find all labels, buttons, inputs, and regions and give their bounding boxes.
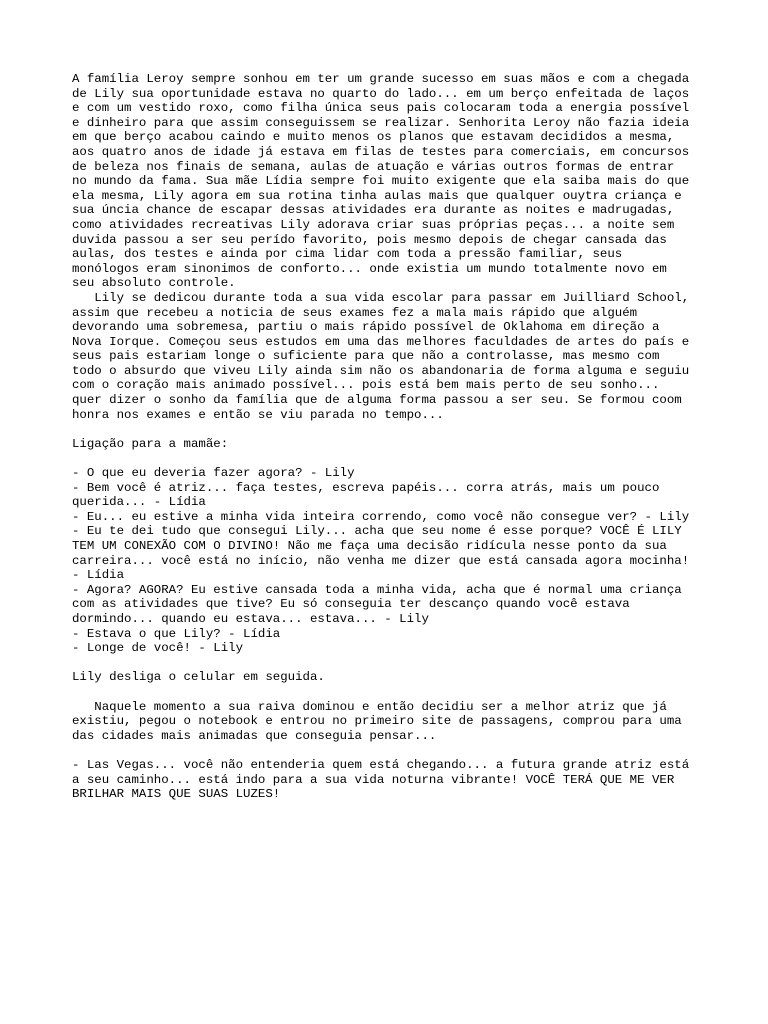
text-line: A família Leroy sempre sonhou em ter um grande sucesso em suas mãos e com a chegada xyxy=(72,72,690,86)
dialogue-line: querida... - Lídia xyxy=(72,495,206,510)
text-line: aulas, dos testes e ainda por cima lidar com toda a pressão familiar, seus xyxy=(72,247,623,262)
text-line: ela mesma, Lily agora em sua rotina tinha aulas mais que qualquer ouytra criança e xyxy=(72,188,682,203)
text-line: de beleza nos finais de semana, aulas de atuação e várias outros formas de entrar xyxy=(72,159,675,174)
dialogue-line: dormindo... quando eu estava... estava... - Lily xyxy=(72,611,429,626)
dialogue-line: - Agora? AGORA? Eu estive cansada toda a minha vida, acha que é normal uma criança xyxy=(72,582,682,597)
dialogue-line: carreira... você está no início, não venha me dizer que está cansada agora mocinha! xyxy=(72,553,690,568)
dialogue-line: - O que eu deveria fazer agora? - Lily xyxy=(72,466,355,481)
text-line: devorando uma sobremesa, partiu o mais rápido possível de Oklahoma em direção a xyxy=(72,320,660,335)
blank-line xyxy=(72,422,712,437)
text-line: existiu, pegou o notebook e entrou no primeiro site de passagens, comprou para uma xyxy=(72,714,682,729)
dialogue-line: BRILHAR MAIS QUE SUAS LUZES! xyxy=(72,787,281,802)
text-line: assim que recebeu a noticia de seus exames fez a mala mais rápido que alguém xyxy=(72,305,638,320)
text-line: Nova Iorque. Começou seus estudos em uma das melhores faculdades de artes do país e xyxy=(72,334,690,349)
text-line: e com um vestido roxo, como filha única seus pais colocaram toda a energia possível xyxy=(72,101,690,116)
dialogue-line: a seu caminho... está indo para a sua vida noturna vibrante! VOCÊ TERÁ QUE ME VER xyxy=(72,772,675,787)
text-line: duvida passou a ser seu perído favorito, pois mesmo depois de chegar cansada das xyxy=(72,232,667,247)
dialogue-line: - Longe de você! - Lily xyxy=(72,641,244,656)
blank-line xyxy=(72,685,712,700)
dialogue-line: - Eu... eu estive a minha vida inteira correndo, como você não consegue ver? - Lily xyxy=(72,509,690,524)
dialogue-line: - Lídia xyxy=(72,568,125,583)
text-line: seu absoluto controle. xyxy=(72,276,236,291)
text-line: de Lily sua oportunidade estava no quarto do lado... em um berço enfeitada de laços xyxy=(72,86,690,101)
section-heading: Ligação para a mamãe: xyxy=(72,436,229,451)
text-line: Lily se dedicou durante toda a sua vida escolar para passar em Juilliard School, xyxy=(72,290,690,305)
text-line: aos quatro anos de idade já estava em filas de testes para comerciais, em concursos xyxy=(72,144,690,159)
dialogue-line: TEM UM CONEXÃO COM O DIVINO! Não me faça uma decisão ridícula nesse ponto da sua xyxy=(72,539,667,553)
dialogue-line: - Las Vegas... você não entenderia quem está chegando... a futura grande atriz está xyxy=(72,757,690,772)
blank-line xyxy=(72,451,712,466)
text-line: como atividades recreativas Lily adorava criar suas próprias peças... a noite sem xyxy=(72,217,675,232)
dialogue-line: - Bem você é atriz... faça testes, escreva papéis... corra atrás, mais um pouco xyxy=(72,480,660,495)
text-line: das cidades mais animadas que conseguia pensar... xyxy=(72,728,437,743)
text-line: honra nos exames e então se viu parada no tempo... xyxy=(72,407,444,422)
text-line: Naquele momento a sua raiva dominou e então decidiu ser a melhor atriz que já xyxy=(72,699,667,714)
text-line: sua úncia chance de escapar dessas atividades era durante as noites e madrugadas, xyxy=(72,203,675,218)
blank-line xyxy=(72,743,712,758)
text-line: no mundo da fama. Sua mãe Lídia sempre foi muito exigente que ela saiba mais do que xyxy=(72,174,690,189)
dialogue-line: - Estava o que Lily? - Lídia xyxy=(72,626,281,641)
text-line: quer dizer o sonho da família que de alguma forma passou a ser seu. Se formou coom xyxy=(72,393,682,408)
text-line: e dinheiro para que assim conseguissem se realizar. Senhorita Leroy não fazia ideia xyxy=(72,115,690,130)
document-page xyxy=(72,72,712,802)
dialogue-line: com as atividades que tive? Eu só conseguia ter descanço quando você estava xyxy=(72,597,630,612)
text-line: Lily desliga o celular em seguida. xyxy=(72,670,325,685)
dialogue-line: - Eu te dei tudo que consegui Lily... acha que seu nome é esse porque? VOCÊ É LILY xyxy=(72,524,682,539)
text-line: em que berço acabou caindo e muito menos os planos que estavam decididos a mesma, xyxy=(72,130,675,145)
text-line: monólogos eram sinonimos de conforto... onde existia um mundo totalmente novo em xyxy=(72,261,667,276)
blank-line xyxy=(72,656,712,671)
text-line: seus pais estariam longe o suficiente para que não a controlasse, mas mesmo com xyxy=(72,349,660,364)
text-line: com o coração mais animado possível... pois está bem mais perto de seu sonho... xyxy=(72,378,660,393)
text-line: todo o absurdo que viveu Lily ainda sim não os abandonaria de forma alguma e seguiu xyxy=(72,363,690,378)
